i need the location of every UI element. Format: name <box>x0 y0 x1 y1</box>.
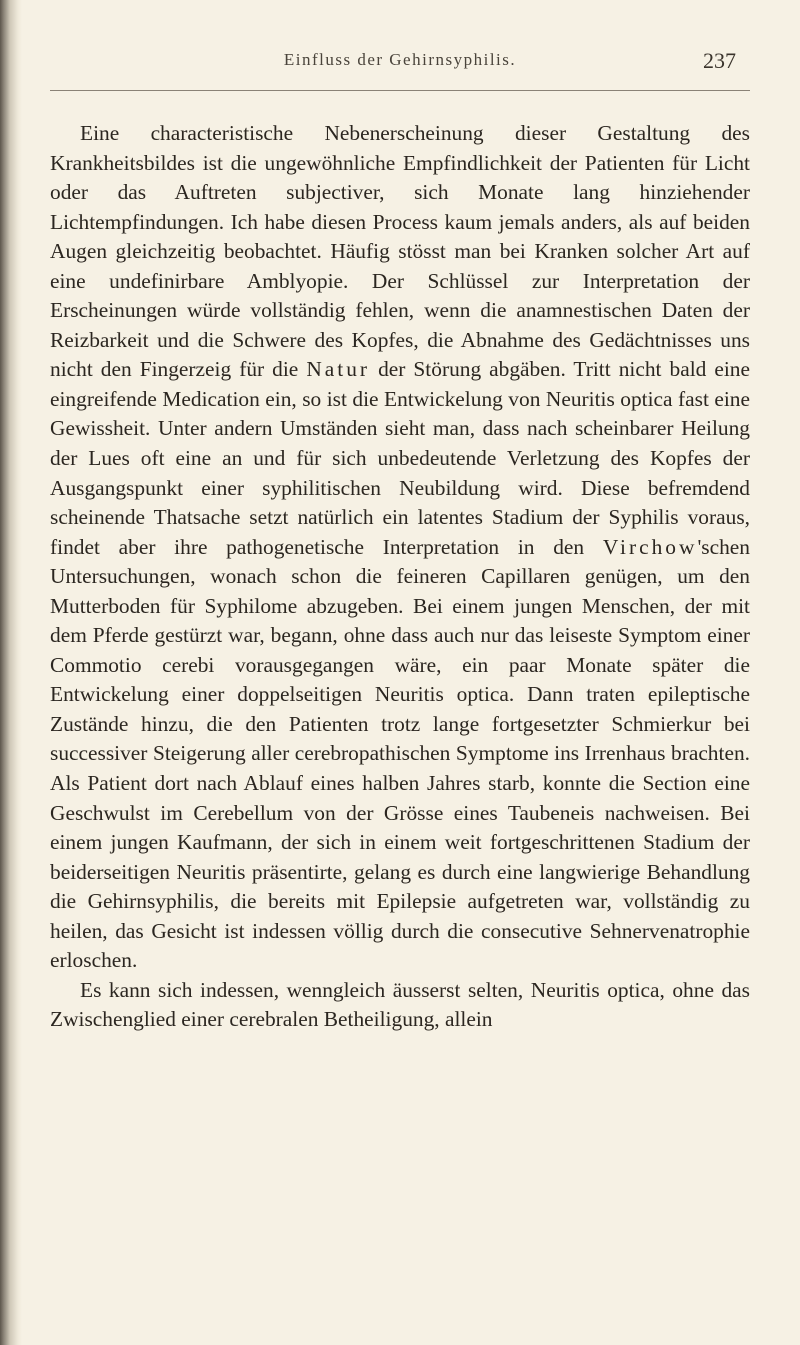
running-head <box>50 48 750 91</box>
paragraph-2-text: Es kann sich indessen, wenngleich äusserst selten, Neuritis optica, ohne das Zwischenglied einer cerebralen Betheiligung, allein <box>50 977 750 1032</box>
running-title: Einfluss der Gehirnsyphilis. <box>283 50 517 69</box>
body-text <box>50 119 750 1035</box>
paragraph-2 <box>50 976 750 1035</box>
book-page <box>50 48 750 1035</box>
paragraph-1 <box>50 119 750 976</box>
page-number: 237 <box>703 48 736 73</box>
paragraph-1-text-b: der Störung abgäben. Tritt nicht bald eine eingreifende Medication ein, so ist die Entwickelung von Neuritis optica fast eine Gewissheit. Unter andern Umständen sieht man, dass nach scheinbarer Heilung der Lues oft eine an und für sich unbedeutende Verletzung des Kopfes der Ausgangspunkt einer syphilitischen Neubildung wird. Diese befremdend scheinende Thatsache setzt natürlich ein latentes Stadium der Syphilis voraus, findet aber ihre pathogenetische Interpretation in den <box>50 357 750 559</box>
paragraph-1-text-a: Eine characteristische Nebenerscheinung dieser Gestaltung des Krankheitsbildes ist die ungewöhnliche Empfindlichkeit der Patienten für Licht oder das Auftreten subjectiver, sich Monate lang hinziehender Lichtempfindungen. Ich habe diesen Process kaum jemals anders, als auf beiden Augen gleichzeitig beobachtet. Häufig stösst man bei Kranken solcher Art auf eine undefinirbare Amblyopie. Der Schlüssel zur Interpretation der Erscheinungen würde vollständig fehlen, wenn die anamnestischen Daten der Reizbarkeit und die Schwere des Kopfes, die Abnahme des Gedächtnisses uns nicht den Fingerzeig für die <box>50 121 750 382</box>
paragraph-1-text-c: 'schen Untersuchungen, wonach schon die feineren Capillaren genügen, um den Mutterboden für Syphilome abzugeben. Bei einem jungen Menschen, der mit dem Pferde gestürzt war, begann, ohne dass auch nur das leiseste Symptom einer Commotio cerebi vorausgegangen wäre, ein paar Monate später die Entwickelung einer doppelseitigen Neuritis optica. Dann traten epileptische Zustände hinzu, die den Patienten trotz lange fortgesetzter Schmierkur bei successiver Steigerung aller cerebropathischen Symptome ins Irrenhaus brachten. Als Patient dort nach Ablauf eines halben Jahres starb, konnte die Section eine Geschwulst im Cerebellum von der Grösse eines Taubeneis nachweisen. Bei einem jungen Kaufmann, der sich in einem weit fortgeschrittenen Stadium der beiderseitigen Neuritis präsentirte, gelang es durch eine langwierige Behandlung die Gehirnsyphilis, die bereits mit Epilepsie aufgetreten war, vollständig zu heilen, das Gesicht ist indessen völlig durch die consecutive Sehnervenatrophie erloschen. <box>50 534 750 973</box>
emphasis-natur: Natur <box>306 357 371 382</box>
emphasis-virchow: Virchow <box>602 534 698 559</box>
book-binding-shadow <box>0 0 22 1345</box>
